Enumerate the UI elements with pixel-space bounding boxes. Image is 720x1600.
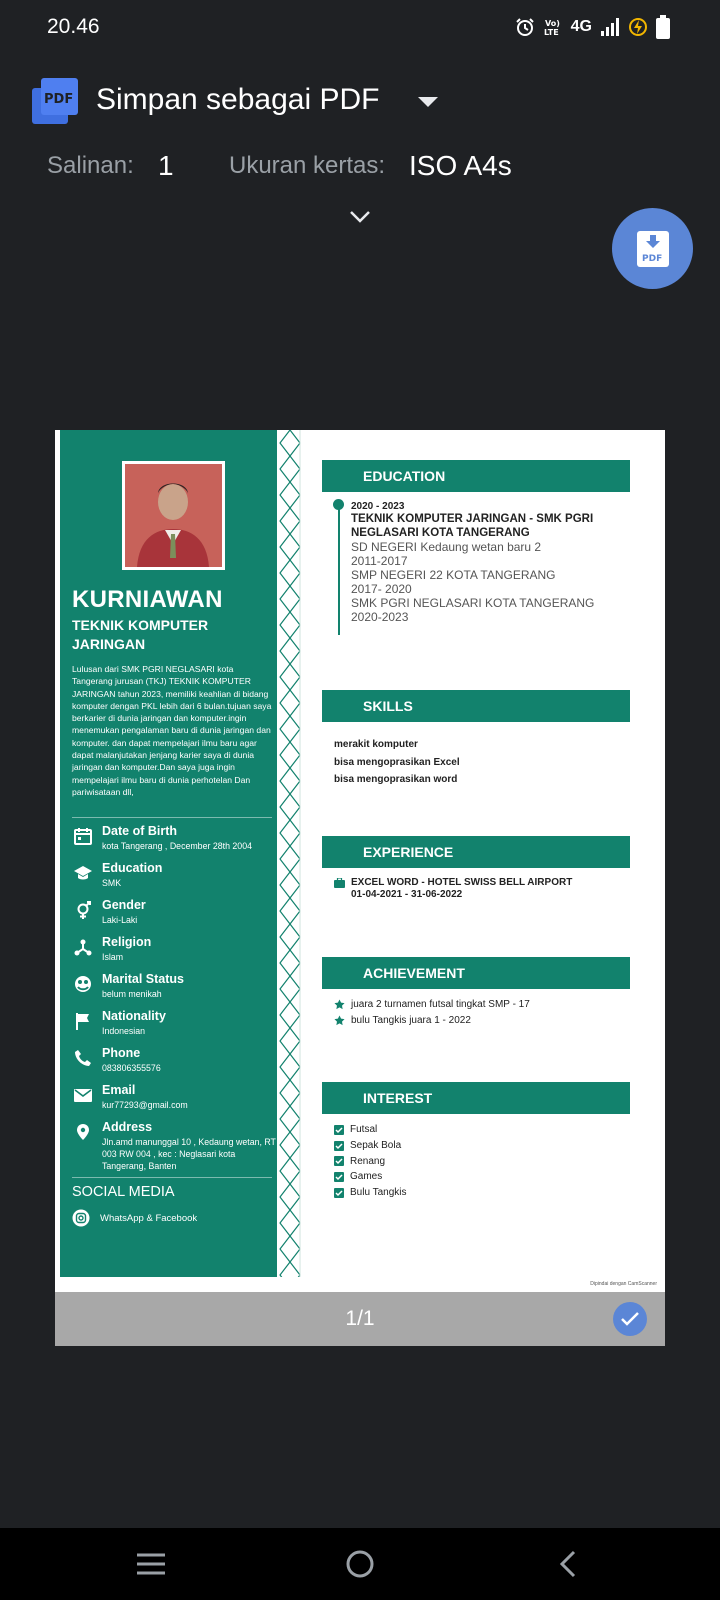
navigation-bar bbox=[0, 1528, 720, 1600]
volte-icon bbox=[543, 17, 563, 37]
section-interest: INTEREST bbox=[322, 1082, 630, 1114]
personal-info-list bbox=[72, 824, 277, 1171]
interest-list bbox=[334, 1122, 407, 1201]
cv-sidebar bbox=[60, 430, 277, 1277]
info-nationality: Nationality Indonesian bbox=[72, 1009, 277, 1046]
page-selector-bar[interactable] bbox=[55, 1292, 665, 1346]
location-pin-icon bbox=[74, 1123, 92, 1141]
download-pdf-icon bbox=[637, 231, 669, 267]
checkbox-icon bbox=[334, 1141, 344, 1151]
status-bar bbox=[0, 0, 720, 54]
section-education: EDUCATION bbox=[322, 460, 630, 492]
phone-icon bbox=[74, 1049, 92, 1067]
info-gender: Gender Laki-Laki bbox=[72, 898, 277, 935]
briefcase-icon bbox=[334, 878, 345, 888]
graduation-cap-icon bbox=[74, 864, 92, 882]
menu-icon bbox=[133, 1546, 169, 1582]
section-experience: EXPERIENCE bbox=[322, 836, 630, 868]
recent-apps-button[interactable] bbox=[133, 1546, 169, 1582]
info-date-of-birth: Date of Birth kota Tangerang , December 28th 2004 bbox=[72, 824, 277, 861]
check-icon bbox=[620, 1311, 640, 1327]
list-item: merakit komputer bbox=[334, 739, 418, 750]
svg-text:PDF: PDF bbox=[641, 253, 662, 264]
star-icon bbox=[334, 999, 345, 1010]
status-icons bbox=[515, 14, 670, 40]
list-item: bulu Tangkis juara 1 - 2022 bbox=[334, 1013, 530, 1029]
email-icon bbox=[74, 1086, 92, 1104]
checkbox-icon bbox=[334, 1156, 344, 1166]
sidebar-divider bbox=[72, 817, 272, 818]
section-achievement: ACHIEVEMENT bbox=[322, 957, 630, 989]
info-religion: Religion Islam bbox=[72, 935, 277, 972]
achievement-list bbox=[334, 997, 530, 1028]
social-media-item: WhatsApp & Facebook bbox=[72, 1209, 197, 1227]
network-type: 4G bbox=[570, 18, 592, 35]
home-button[interactable] bbox=[342, 1546, 378, 1582]
section-skills: SKILLS bbox=[322, 690, 630, 722]
social-media-title: SOCIAL MEDIA bbox=[72, 1184, 175, 1200]
pdf-preview-page[interactable] bbox=[55, 430, 665, 1346]
list-item: Sepak Bola bbox=[334, 1138, 407, 1154]
pdf-icon bbox=[32, 78, 78, 124]
info-address: Address Jln.amd manunggal 10 , Kedaung wetan, RT 003 RW 004 , kec : Neglasari kota Tangerang, Banten bbox=[72, 1120, 277, 1157]
back-button[interactable] bbox=[551, 1546, 587, 1582]
paper-size-value[interactable]: ISO A4s bbox=[409, 150, 512, 181]
education-entry: 2020 - 2023 TEKNIK KOMPUTER JARINGAN - SMK PGRI NEGLASARI KOTA TANGERANG SD NEGERI Kedaung wetan baru 2 2011-2017 SMP NEGERI 22 KOTA TANGERANG 2017- 2020 SMK PGRI NEGLASARI KOTA TANGERANG 2020-2023 bbox=[351, 501, 595, 624]
religion-icon bbox=[74, 938, 92, 956]
expand-options-icon[interactable] bbox=[349, 210, 371, 224]
camscanner-watermark: Dipindai dengan CamScanner bbox=[590, 1281, 657, 1287]
list-item: bisa mengoprasikan Excel bbox=[334, 756, 460, 768]
copies-label: Salinan: bbox=[47, 152, 134, 179]
destination-title[interactable]: Simpan sebagai PDF bbox=[96, 83, 380, 116]
download-pdf-button[interactable] bbox=[612, 208, 693, 289]
profile-photo bbox=[122, 461, 225, 570]
calendar-icon bbox=[74, 827, 92, 845]
svg-text:LTE: LTE bbox=[543, 28, 559, 37]
page-selected-checkbox[interactable] bbox=[613, 1302, 647, 1336]
instagram-icon bbox=[72, 1209, 90, 1227]
marital-status-icon bbox=[74, 975, 92, 993]
chevron-down-icon[interactable] bbox=[418, 96, 438, 108]
decorative-diamond-pattern bbox=[279, 430, 301, 1277]
list-item: Games bbox=[334, 1169, 407, 1185]
experience-entry: EXCEL WORD - HOTEL SWISS BELL AIRPORT 01-04-2021 - 31-06-2022 bbox=[334, 877, 572, 901]
list-item: Futsal bbox=[334, 1122, 407, 1138]
gender-icon bbox=[74, 901, 92, 919]
star-icon bbox=[334, 1015, 345, 1026]
flag-icon bbox=[74, 1012, 92, 1030]
info-email: Email kur77293@gmail.com bbox=[72, 1083, 277, 1120]
list-item: juara 2 turnamen futsal tingkat SMP - 17 bbox=[334, 997, 530, 1013]
cv-summary: Lulusan dari SMK PGRI NEGLASARI kota Tangerang jurusan (TKJ) TEKNIK KOMPUTER JARINGAN tahun 2023, memiliki keahlian di bidang komputer dengan PKL lebih dari 6 bulan.tujuan saya berkarier di dunia jaringan dan komputer.ingin menemukan pengalaman baru di dunia jaringan dan komputer. dan dapat mempelajari ilmu baru agar dapat malanjutakan jenjang karier saya di dunia jaringan dan komputer.Dan saya juga ingin mempelajari ilmu baru di dunia perhotelan Dan pariwisataan dll, bbox=[72, 664, 272, 797]
list-item: Bulu Tangkis bbox=[334, 1185, 407, 1201]
info-phone: Phone 083806355576 bbox=[72, 1046, 277, 1083]
list-item: Renang bbox=[334, 1154, 407, 1170]
status-time: 20.46 bbox=[47, 15, 100, 38]
skills-list bbox=[334, 736, 460, 789]
paper-size-label: Ukuran kertas: bbox=[229, 152, 386, 179]
home-circle-icon bbox=[342, 1546, 378, 1582]
info-marital-status: Marital Status belum menikah bbox=[72, 972, 277, 1009]
list-item: bisa mengoprasikan word bbox=[334, 774, 458, 785]
cv-name: KURNIAWAN bbox=[72, 586, 223, 613]
timeline-line bbox=[338, 503, 340, 635]
battery-saver-icon bbox=[628, 17, 648, 37]
cv-role: TEKNIK KOMPUTER JARINGAN bbox=[72, 617, 209, 652]
svg-text:Vo): Vo) bbox=[544, 19, 560, 28]
svg-text:PDF: PDF bbox=[44, 92, 74, 107]
copies-value[interactable]: 1 bbox=[158, 150, 174, 181]
signal-icon bbox=[600, 18, 620, 36]
info-education: Education SMK bbox=[72, 861, 277, 898]
sidebar-divider bbox=[72, 1177, 272, 1178]
page-indicator: 1/1 bbox=[345, 1307, 375, 1330]
alarm-icon bbox=[515, 17, 535, 37]
checkbox-icon bbox=[334, 1188, 344, 1198]
checkbox-icon bbox=[334, 1125, 344, 1135]
back-chevron-icon bbox=[551, 1546, 587, 1582]
battery-icon bbox=[656, 15, 670, 39]
checkbox-icon bbox=[334, 1172, 344, 1182]
